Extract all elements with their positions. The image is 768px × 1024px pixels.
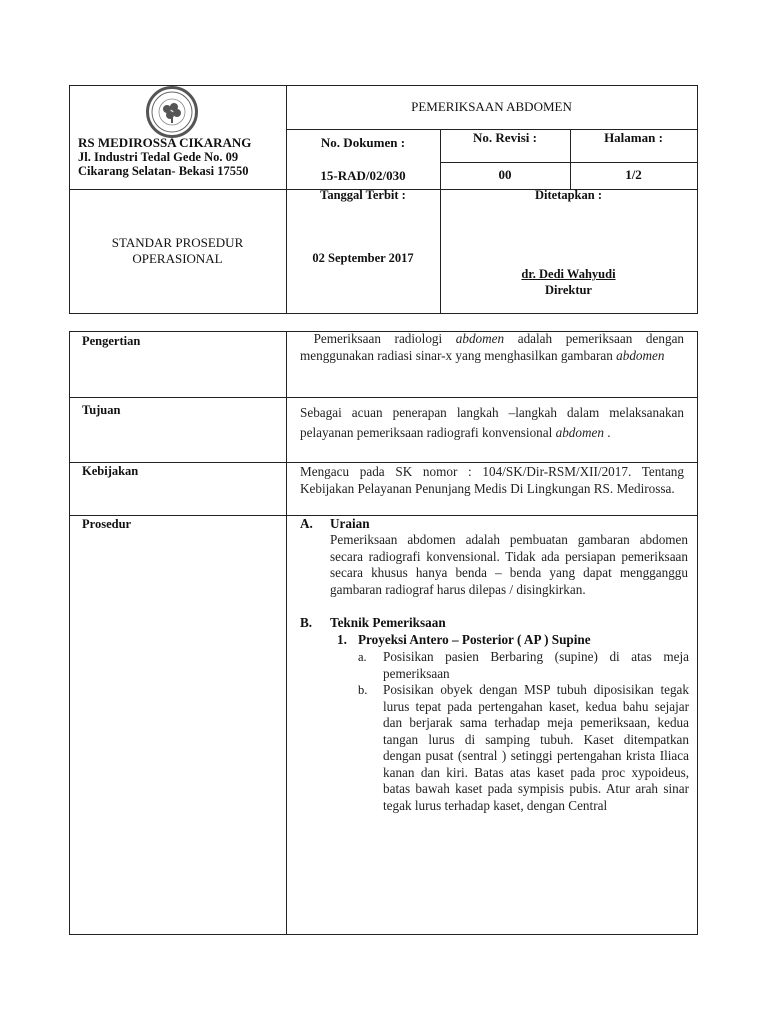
prosedur-item1-marker: 1. — [337, 632, 347, 647]
prosedur-a-title: Uraian — [330, 516, 370, 531]
section-text-pengertian — [300, 331, 684, 364]
pengertian-text-part2: adalah pemeriksaan dengan menggunakan radiasi sinar-x yang menghasilkan gambaran — [300, 331, 685, 363]
pengertian-italic2: abdomen — [616, 347, 665, 363]
prosedur-b-marker: B. — [300, 615, 313, 630]
section-label-kebijakan: Kebijakan — [82, 464, 139, 478]
sop-title — [69, 235, 286, 267]
issue-date-label: Tanggal Terbit : — [320, 188, 406, 202]
page-value: 1/2 — [625, 167, 642, 182]
prosedur-sub-a-text: Posisikan pasien Berbaring (supine) di atas meja pemeriksaan — [383, 649, 689, 681]
prosedur-item1-title: Proyeksi Antero – Posterior ( AP ) Supine — [358, 632, 591, 647]
sop-title-line2: OPERASIONAL — [132, 251, 223, 266]
document-title: PEMERIKSAAN ABDOMEN — [411, 99, 572, 114]
section-text-tujuan — [300, 403, 684, 443]
hospital-address-line1: Jl. Industri Tedal Gede No. 09 — [78, 150, 239, 164]
hospital-logo — [146, 86, 198, 138]
section-text-kebijakan: Mengacu pada SK nomor : 104/SK/Dir-RSM/XII/2017. Tentang Kebijakan Pelayanan Penunjang Medis Di Lingkungan RS. Medirossa. — [300, 464, 684, 496]
pengertian-text-part1: Pemeriksaan radiologi — [313, 331, 443, 346]
issue-date-value: 02 September 2017 — [312, 251, 414, 265]
prosedur-sub-b-marker: b. — [358, 683, 368, 697]
hospital-name: RS MEDIROSSA CIKARANG — [78, 135, 252, 150]
prosedur-a-text: Pemeriksaan abdomen adalah pembuatan gambaran abdomen secara radiografi konvensional. Tidak ada persiapan pemeriksaan secara khusus hanya benda – benda yang dapat mengganggu gambaran radiograf harus dilepas / disingkirkan. — [330, 532, 688, 597]
doc-no-label: No. Dokumen : — [320, 135, 406, 150]
prosedur-b-title: Teknik Pemeriksaan — [330, 615, 446, 630]
prosedur-sub-b-text: Posisikan obyek dengan MSP tubuh diposisikan tegak lurus tepat pada pertengahan kaset, kedua bahu sejajar dan berjarak sama terhadap meja pemeriksaan, kedua tangan lurus di samping tubuh. Kaset ditempatkan dengan pusat (sentral ) setinggi pertengahan krista Iliaca kanan dan kiri. Batas atas kaset pada proc xypoideus, batas bawah kaset pada sympisis pubis. Atur arah sinar tegak lurus terhadap kaset, dengan Central — [383, 682, 689, 813]
section-label-tujuan: Tujuan — [82, 403, 121, 417]
hospital-address-line2: Cikarang Selatan- Bekasi 17550 — [78, 164, 249, 178]
page-label: Halaman : — [604, 130, 663, 145]
doc-no-value: 15-RAD/02/030 — [320, 168, 406, 183]
tujuan-text-part1: Sebagai acuan penerapan langkah –langkah dalam melaksanakan pelayanan pemeriksaan radiografi konvensional — [300, 405, 684, 440]
revision-value: 00 — [498, 167, 512, 182]
approver-title: Direktur — [545, 283, 592, 297]
approver-name: dr. Dedi Wahyudi — [521, 267, 616, 281]
prosedur-a-marker: A. — [300, 516, 313, 531]
approved-label: Ditetapkan : — [534, 188, 603, 202]
sop-title-line1: STANDAR PROSEDUR — [111, 235, 244, 250]
prosedur-sub-a-marker: a. — [358, 650, 367, 664]
pengertian-italic1: abdomen — [455, 331, 505, 346]
section-label-pengertian: Pengertian — [82, 334, 141, 348]
tujuan-text-part2: . — [607, 425, 611, 440]
revision-label: No. Revisi : — [473, 130, 537, 145]
section-label-prosedur: Prosedur — [82, 517, 132, 531]
tujuan-italic: abdomen — [555, 425, 604, 440]
